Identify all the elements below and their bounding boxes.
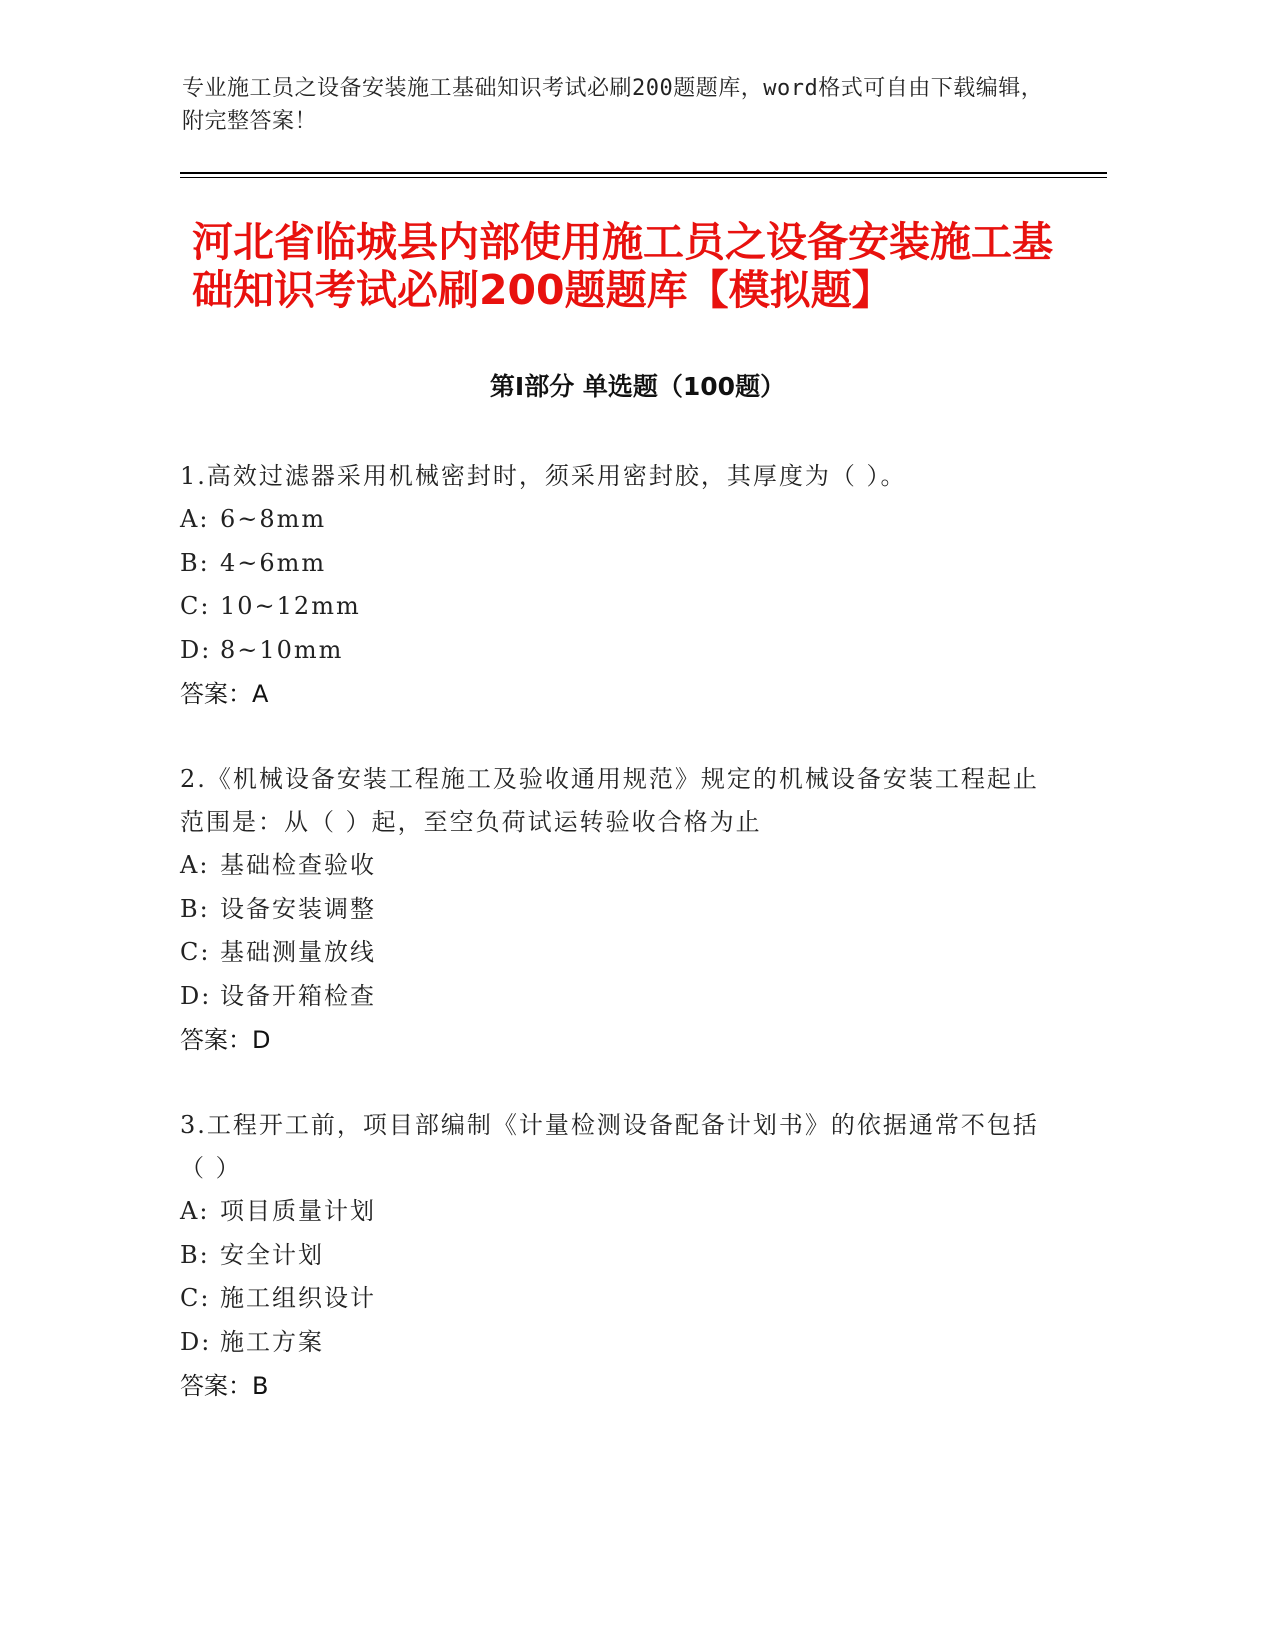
header-divider-thick bbox=[180, 172, 1107, 174]
option-letter: B: bbox=[180, 894, 210, 923]
option-letter: D: bbox=[180, 981, 212, 1010]
option-letter: B: bbox=[180, 548, 210, 577]
option-b bbox=[180, 888, 1040, 932]
option-text: 基础测量放线 bbox=[220, 938, 376, 966]
option-letter: D: bbox=[180, 635, 212, 664]
option-text: 安全计划 bbox=[220, 1240, 324, 1269]
option-text: 施工组织设计 bbox=[220, 1284, 376, 1312]
answer-line: 答案：D bbox=[180, 1026, 271, 1054]
option-text: 设备安装调整 bbox=[220, 894, 376, 923]
question-3 bbox=[180, 1104, 1040, 1408]
question-stem: 1.高效过滤器采用机械密封时，须采用密封胶，其厚度为（ ）。 bbox=[180, 462, 907, 490]
option-letter: A: bbox=[180, 505, 210, 533]
option-a bbox=[180, 1190, 1040, 1234]
option-text: 项目质量计划 bbox=[220, 1197, 376, 1225]
question-stem: 2.《机械设备安装工程施工及验收通用规范》规定的机械设备安装工程起止范围是：从（ ）起，至空负荷试运转验收合格为止 bbox=[180, 765, 1039, 836]
option-d bbox=[180, 1321, 1040, 1365]
option-letter: C: bbox=[180, 592, 211, 620]
option-text: 8~10mm bbox=[220, 635, 344, 664]
option-c bbox=[180, 1277, 1040, 1321]
answer-line: 答案：B bbox=[180, 1372, 269, 1400]
document-title: 河北省临城县内部使用施工员之设备安装施工基础知识考试必刷200题题库【模拟题】 bbox=[192, 218, 1053, 314]
option-a bbox=[180, 844, 1040, 888]
option-text: 施工方案 bbox=[220, 1327, 324, 1356]
option-b bbox=[180, 542, 1040, 586]
option-c bbox=[180, 585, 1040, 629]
option-d bbox=[180, 629, 1040, 673]
question-stem: 3.工程开工前，项目部编制《计量检测设备配备计划书》的依据通常不包括（ ） bbox=[180, 1111, 1039, 1182]
answer-line: 答案：A bbox=[180, 680, 269, 708]
option-text: 基础检查验收 bbox=[220, 851, 376, 879]
option-letter: A: bbox=[180, 851, 210, 879]
option-c bbox=[180, 931, 1040, 975]
section-title: 第Ⅰ部分 单选题（100题） bbox=[489, 372, 786, 401]
option-a bbox=[180, 498, 1040, 542]
header-note: 专业施工员之设备安装施工基础知识考试必刷200题题库，word格式可自由下载编辑，附完整答案！ bbox=[182, 76, 1044, 134]
option-letter: B: bbox=[180, 1240, 210, 1269]
option-text: 4~6mm bbox=[220, 548, 327, 577]
option-text: 6~8mm bbox=[220, 505, 327, 533]
question-1 bbox=[180, 455, 1040, 716]
option-letter: C: bbox=[180, 938, 211, 966]
header-divider-thin bbox=[180, 177, 1107, 178]
option-d bbox=[180, 975, 1040, 1019]
option-letter: C: bbox=[180, 1284, 211, 1312]
option-text: 10~12mm bbox=[220, 592, 361, 620]
question-2 bbox=[180, 758, 1040, 1062]
option-b bbox=[180, 1234, 1040, 1278]
option-text: 设备开箱检查 bbox=[220, 981, 376, 1010]
option-letter: D: bbox=[180, 1327, 212, 1356]
option-letter: A: bbox=[180, 1197, 210, 1225]
question-list bbox=[180, 455, 1040, 1450]
